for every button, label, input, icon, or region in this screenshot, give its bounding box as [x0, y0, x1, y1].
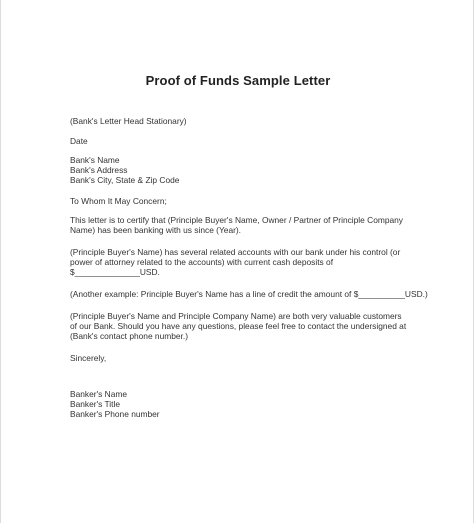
paragraph-4-line-3: (Bank's contact phone number.): [70, 331, 188, 341]
paragraph-2-line-1: (Principle Buyer's Name) has several related accounts with our bank under his control (or: [70, 247, 401, 257]
paragraph-1-line-1: This letter is to certify that (Principle Buyer's Name, Owner / Partner of Principle Company: [70, 215, 403, 225]
bank-address-line: Bank's Address: [70, 165, 128, 175]
paragraph-3-line-1: (Another example: Principle Buyer's Name has a line of credit the amount of $__________USD.): [70, 289, 428, 299]
paragraph-2-line-3: $______________USD.: [70, 267, 160, 277]
banker-name-line: Banker's Name: [70, 389, 127, 399]
salutation-line: To Whom It May Concern;: [70, 196, 167, 206]
banker-phone-line: Banker's Phone number: [70, 409, 160, 419]
letterhead-line: (Bank's Letter Head Stationary): [70, 116, 187, 126]
paragraph-4-line-1: (Principle Buyer's Name and Principle Company Name) are both very valuable customers: [70, 311, 402, 321]
date-line: Date: [70, 136, 88, 146]
paragraph-2-line-2: power of attorney related to the accounts) with current cash deposits of: [70, 257, 334, 267]
bank-city-line: Bank's City, State & Zip Code: [70, 175, 180, 185]
closing-line: Sincerely,: [70, 353, 107, 363]
document-title: Proof of Funds Sample Letter: [145, 73, 331, 88]
paragraph-4-line-2: of our Bank. Should you have any questions, please feel free to contact the undersigned at: [70, 321, 407, 331]
bank-name-line: Bank's Name: [70, 155, 120, 165]
banker-title-line: Banker's Title: [70, 399, 121, 409]
paragraph-1-line-2: Name) has been banking with us since (Year).: [70, 225, 242, 235]
